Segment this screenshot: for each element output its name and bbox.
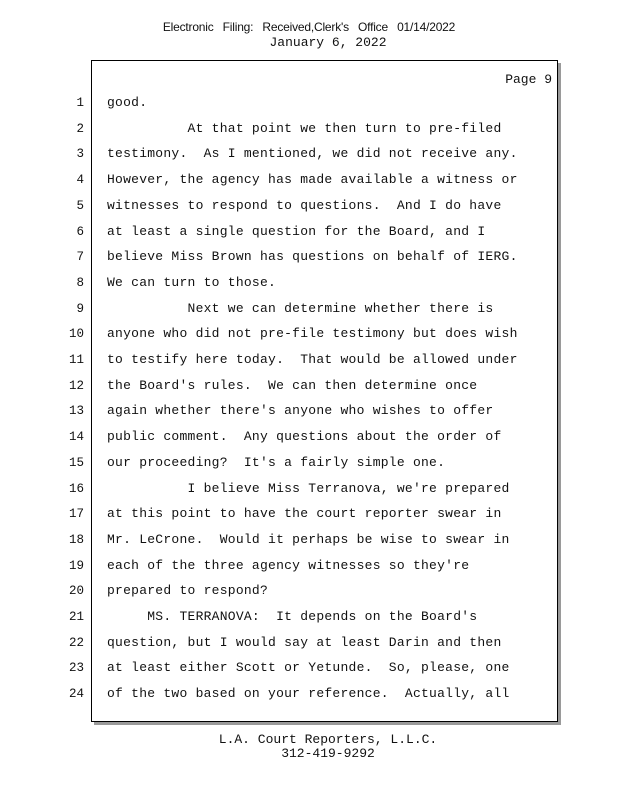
line-text: at least either Scott or Yetunde. So, please, one [107,660,510,676]
transcript-line [0,530,618,550]
transcript-line [0,376,618,396]
line-number: 21 [68,610,84,624]
transcript-line [0,556,618,576]
line-text: At that point we then turn to pre-filed [107,120,502,136]
line-text: public comment. Any questions about the order of [107,429,502,445]
line-number: 12 [68,378,84,393]
transcript-line [0,273,618,293]
transcript-line [0,324,618,344]
transcript-line [0,633,618,653]
transcript-line [0,247,618,267]
transcript-line [0,684,618,704]
line-text: Mr. LeCrone. Would it perhaps be wise to swear in [107,531,510,547]
transcript-line [0,479,618,499]
transcript-line [0,607,618,627]
line-number: 23 [68,661,84,676]
line-number: 6 [76,224,84,239]
header-date: January 6, 2022 [269,35,387,50]
line-text: of the two based on your reference. Actually, all [107,686,510,702]
transcript-line [0,119,618,139]
transcript-line [0,581,618,601]
line-number: 17 [68,507,84,522]
line-number: 13 [68,404,84,419]
transcript-line [0,144,618,164]
electronic-filing-stamp: Electronic Filing: Received,Clerk's Office 01/14/2022 [162,20,456,34]
line-text: to testify here today. That would be allowed under [107,352,518,367]
line-text: the Board's rules. We can then determine once [107,377,478,393]
line-text: good. [107,95,148,110]
line-number: 18 [68,532,84,547]
line-text: anyone who did not pre-file testimony but does wish [107,326,518,342]
transcript-line [0,170,618,190]
line-text: However, the agency has made available a witness or [107,172,518,188]
line-text: question, but I would say at least Darin and then [107,634,502,650]
line-number: 5 [76,198,84,213]
line-number: 22 [68,635,84,650]
line-text: MS. TERRANOVA: It depends on the Board's [107,609,478,624]
transcript-line [0,504,618,524]
transcript-line [0,401,618,421]
line-number: 8 [76,275,84,290]
line-number: 9 [76,301,84,316]
reporter-phone: 312-419-9292 [281,746,375,761]
transcript-line [0,196,618,216]
line-text: at least a single question for the Board, and I [107,223,486,239]
transcript-line [0,427,618,447]
line-number: 3 [76,147,84,162]
line-text: testimony. As I mentioned, we did not receive any. [107,146,518,162]
line-text: again whether there's anyone who wishes to offer [107,403,494,419]
line-text: Next we can determine whether there is [107,300,494,316]
line-text: believe Miss Brown has questions on behalf of IERG. [107,249,518,265]
line-text: at this point to have the court reporter swear in [107,506,502,522]
transcript-line [0,93,618,113]
line-number: 19 [68,558,84,573]
line-text: each of the three agency witnesses so they're [107,557,470,573]
transcript-line [0,350,618,370]
line-number: 20 [68,584,84,599]
line-number: 14 [68,430,84,445]
line-number: 2 [76,121,84,136]
line-number: 4 [76,173,84,188]
line-number: 1 [76,96,84,110]
line-number: 24 [68,687,84,702]
line-text: We can turn to those. [107,274,277,290]
transcript-line [0,222,618,242]
line-text: our proceeding? It's a fairly simple one. [107,454,446,470]
line-text: witnesses to respond to questions. And I do have [107,197,502,213]
page-number-label: Page 9 [505,72,552,87]
line-text: prepared to respond? [107,583,269,599]
line-number: 10 [68,327,84,342]
transcript-line [0,299,618,319]
reporter-company: L.A. Court Reporters, L.L.C. [218,732,438,747]
reporter-footer [0,733,618,761]
line-number: 16 [68,481,84,496]
line-number: 15 [68,455,84,470]
line-number: 7 [76,250,84,265]
line-number: 11 [68,353,84,367]
transcript-line [0,658,618,678]
transcript-line [0,453,618,473]
line-text: I believe Miss Terranova, we're prepared [107,480,510,496]
